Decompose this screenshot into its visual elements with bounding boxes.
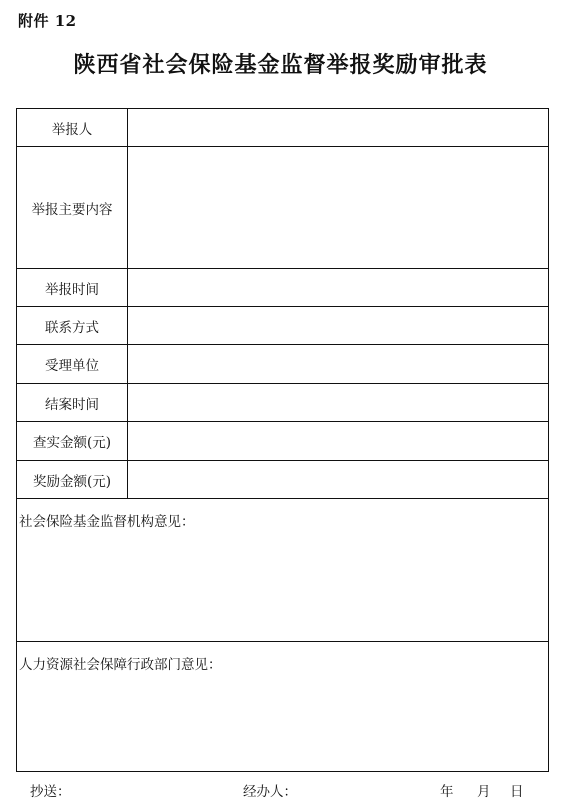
table-row [17, 642, 549, 772]
hr-department-opinion[interactable] [17, 642, 549, 772]
form-title: 陕西省社会保险基金监督举报奖励审批表 [73, 52, 488, 78]
contact-label: 联系方式 [17, 307, 128, 345]
hr-department-opinion-label: 人力资源社会保障行政部门意见： [19, 657, 222, 673]
accepting-unit-field[interactable] [128, 345, 549, 384]
supervision-agency-opinion[interactable] [17, 499, 549, 642]
verified-amount-field[interactable] [128, 422, 549, 461]
table-row [17, 499, 549, 642]
report-content-label: 举报主要内容 [17, 147, 128, 269]
closing-time-label: 结案时间 [17, 384, 128, 422]
attachment-number: 附件 12 [18, 12, 77, 30]
reward-amount-label: 奖励金额(元) [17, 461, 128, 499]
report-time-field[interactable] [128, 269, 549, 307]
handler-label: 经办人： [243, 784, 297, 800]
whistleblower-field[interactable] [128, 109, 549, 147]
cc-label: 抄送： [30, 784, 71, 800]
day-label: 日 [510, 784, 524, 800]
verified-amount-label: 查实金额(元) [17, 422, 128, 461]
closing-time-field[interactable] [128, 384, 549, 422]
whistleblower-label: 举报人 [17, 109, 128, 147]
year-label: 年 [440, 784, 454, 800]
supervision-agency-opinion-label: 社会保险基金监督机构意见： [19, 514, 195, 530]
accepting-unit-label: 受理单位 [17, 345, 128, 384]
approval-form-table [16, 108, 549, 772]
table-row [17, 345, 549, 384]
table-row [17, 422, 549, 461]
month-label: 月 [477, 784, 491, 800]
table-row [17, 307, 549, 345]
reward-amount-field[interactable] [128, 461, 549, 499]
report-time-label: 举报时间 [17, 269, 128, 307]
table-row [17, 147, 549, 269]
table-row [17, 461, 549, 499]
contact-field[interactable] [128, 307, 549, 345]
form-footer [0, 780, 561, 800]
report-content-field[interactable] [128, 147, 549, 269]
table-row [17, 269, 549, 307]
table-row [17, 109, 549, 147]
table-row [17, 384, 549, 422]
